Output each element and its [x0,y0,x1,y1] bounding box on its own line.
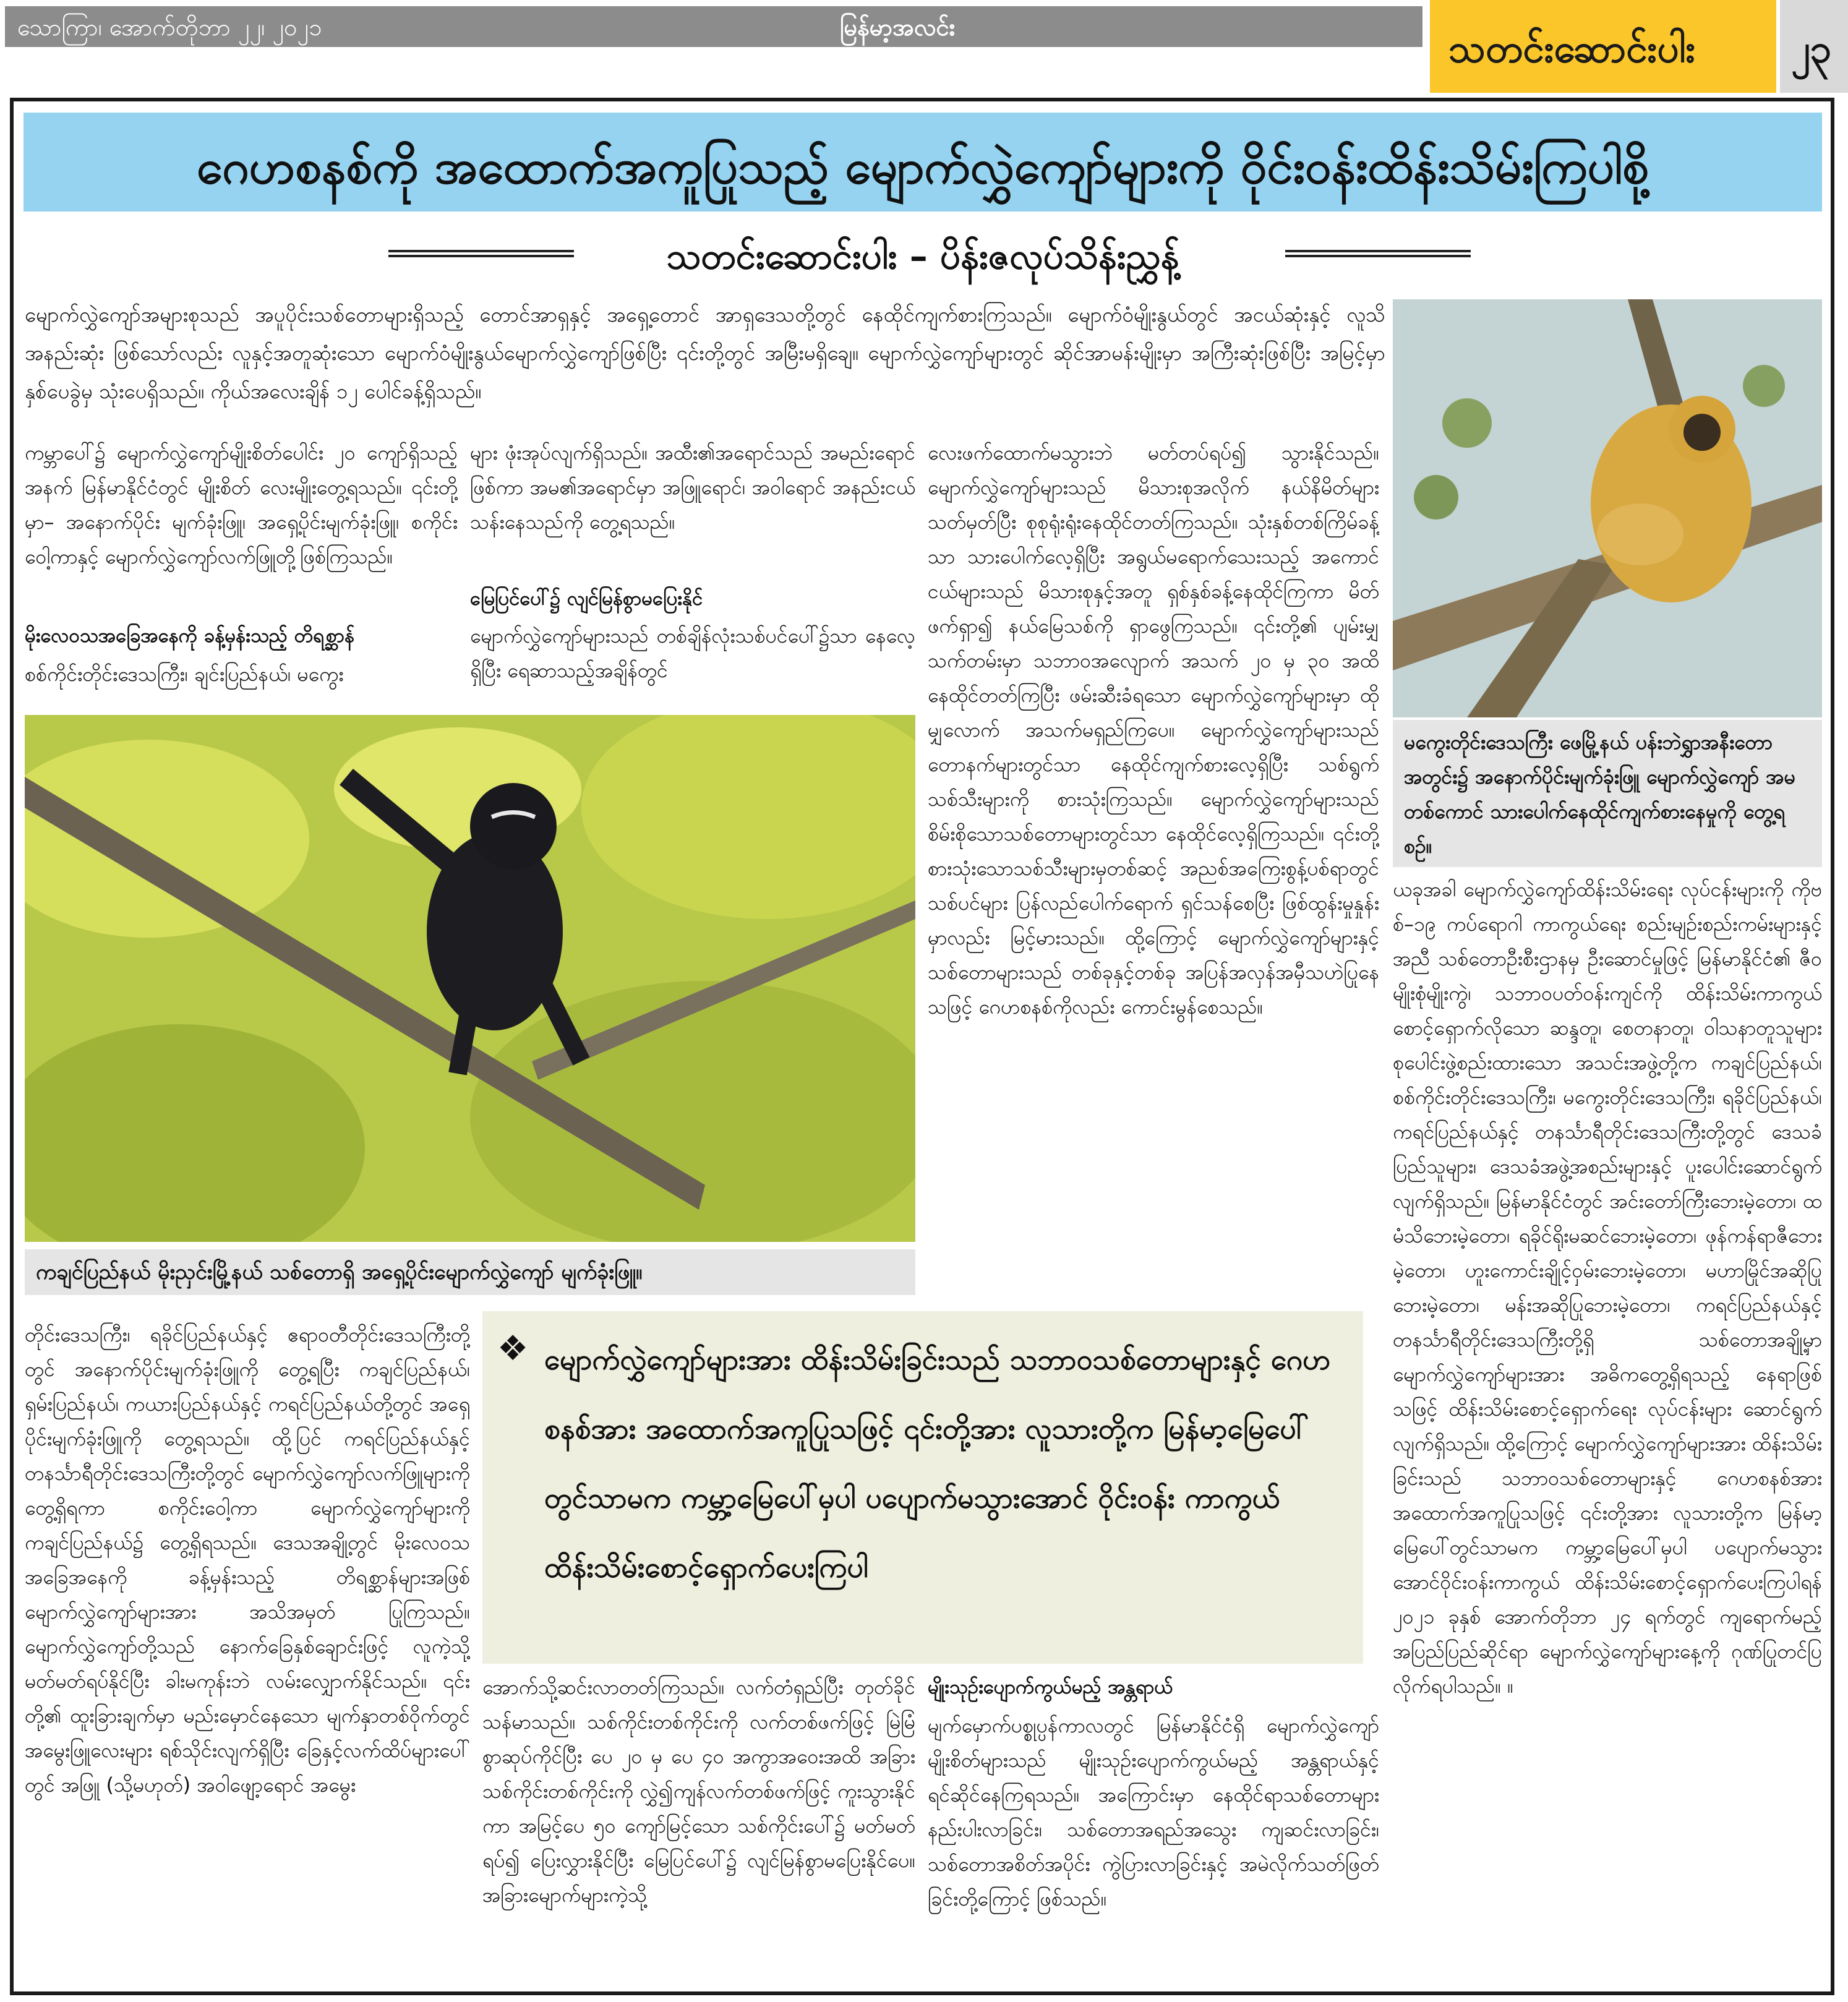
newspaper-name: မြန်မာ့အလင်း [840,14,956,41]
subhead-weather: မိုးလေဝသအခြေအနေကို ခန့်မှန်းသည့် တိရစ္ဆာန် [25,625,355,647]
byline-rule-right [1285,250,1471,257]
subhead-extinction: မျိုးသုဉ်းပျောက်ကွယ်မည့် အန္တရာယ် [928,1676,1173,1698]
col2-top-text: များ ဖုံးအုပ်လျက်ရှိသည်။ အထီး၏အရောင်သည် အမည်းရောင်ဖြစ်ကာ အမ၏အရောင်မှာ အဖြူရောင်၊ အဝါရောင် အနည်းငယ်သန်းနေသည်ကို တွေ့ရသည်။ [470,441,915,534]
pull-quote-box [482,1311,1363,1664]
pull-quote: မျောက်လွှဲကျော်များအား ထိန်းသိမ်းခြင်းသည် သဘာဝသစ်တောများနှင့် ဂေဟစနစ်အား အထောက်အကူပြုသဖြင့် ၎င်းတို့အား လူသားတို့က မြန်မာ့မြေပေါ်တွင်သာမက ကမ္ဘာ့မြေပေါ်မှပါ ပပျောက်မသွားအောင် ဝိုင်းဝန်း ကာကွယ်ထိန်းသိမ်းစောင့်ရှောက်ပေးကြပါ [544,1343,1331,1584]
col1-top-text: ကမ္ဘာပေါ်၌ မျောက်လွှဲကျော်မျိုးစိတ်ပေါင်း ၂၀ ကျော်ရှိသည့်အနက် မြန်မာနိုင်ငံတွင် မျိုးစိတ် လေးမျိုးတွေ့ရသည်။ ၎င်းတို့မှာ– အနောက်ပိုင်း မျက်ခုံးဖြူ၊ အရှေ့ပိုင်းမျက်ခုံးဖြူ၊ စကိုင်းဝေါ့ကာနှင့် မျောက်လွှဲကျော်လက်ဖြူတို့ဖြစ်ကြသည်။ [25,441,458,568]
col4-text: ယခုအခါ မျောက်လွှဲကျော်ထိန်းသိမ်းရေး လုပ်ငန်းများကို ကိုဗစ်–၁၉ ကပ်ရောဂါ ကာကွယ်ရေး စည်းမျဉ်းစည်းကမ်းများနှင့်အညီ သစ်တောဦးစီးဌာနမှ ဦးဆောင်မှုဖြင့် မြန်မာနိုင်ငံ၏ ဇီဝမျိုးစုံမျိုးကွဲ၊ သဘာဝပတ်ဝန်းကျင်ကို ထိန်းသိမ်းကာကွယ်စောင့်ရှောက်လိုသော ဆန္ဒတူ၊ စေတနာတူ၊ ဝါသနာတူသူများ စုပေါင်းဖွဲ့စည်းထားသော အသင်းအဖွဲ့တို့က ကချင်ပြည်နယ်၊ စစ်ကိုင်းတိုင်းဒေသကြီး၊ မကွေးတိုင်းဒေသကြီး၊ ရခိုင်ပြည်နယ်၊ ကရင်ပြည်နယ်နှင့် တနင်္သာရီတိုင်းဒေသကြီးတို့တွင် ဒေသခံပြည်သူများ၊ ဒေသခံအဖွဲ့အစည်းများနှင့် ပူးပေါင်းဆောင်ရွက်လျက်ရှိသည်။ မြန်မာနိုင်ငံတွင် အင်းတော်ကြီးဘေးမဲ့တော၊ ထမံသိဘေးမဲ့တော၊ ရခိုင်ရိုးမဆင်ဘေးမဲ့တော၊ ဖုန်ကန်ရာဇီဘေးမဲ့တော၊ ဟူးကောင်းချိုင့်ဝှမ်းဘေးမဲ့တော၊ မဟာမြိုင်အဆိုပြုဘေးမဲ့တော၊ မန်းအဆိုပြုဘေးမဲ့တော၊ ကရင်ပြည်နယ်နှင့် တနင်္သာရီတိုင်းဒေသကြီးတို့ရှိ သစ်တောအချို့မှာ မျောက်လွှဲကျော်များအား အဓိကတွေ့ရှိရသည့် နေရာဖြစ်သဖြင့် ထိန်းသိမ်းစောင့်ရှောက်ရေး လုပ်ငန်းများ ဆောင်ရွက်လျက်ရှိသည်။ ထို့ကြောင့် မျောက်လွှဲကျော်များအား ထိန်းသိမ်းခြင်းသည် သဘာဝသစ်တောများနှင့် ဂေဟစနစ်အား အထောက်အကူပြုသဖြင့် ၎င်းတို့အား လူသားတို့က မြန်မာ့မြေပေါ်တွင်သာမက ကမ္ဘာ့မြေပေါ်မှပါ ပပျောက်မသွားအောင်ဝိုင်းဝန်းကာကွယ် ထိန်းသိမ်းစောင့်ရှောက်ပေးကြပါရန် ၂၀၂၁ ခုနှစ် အောက်တိုဘာ ၂၄ ရက်တွင် ကျရောက်မည့် အပြည်ပြည်ဆိုင်ရာ မျောက်လွှဲကျော်များနေ့ကို ဂုဏ်ပြုတင်ပြလိုက်ရပါသည်။ ။ [1393,878,1822,1698]
byline-row [24,230,1822,280]
gibbon-mother-illustration [1393,299,1822,717]
headline: ဂေဟစနစ်ကို အထောက်အကူပြုသည့် မျောက်လွှဲကျော်များကို ဝိုင်းဝန်းထိန်းသိမ်းကြပါစို့ [197,139,1649,194]
headline-banner [24,113,1822,212]
side-photo-caption: မကွေးတိုင်းဒေသကြီး ဖေမြို့နယ် ပန်းဘဲရွှာအနီးတောအတွင်း၌ အနောက်ပိုင်းမျက်ခုံးဖြူ မျောက်လွှဲကျော် အမတစ်ကောင် သားပေါက်နေထိုင်ကျက်စားနေမှုကို တွေ့ရစဉ်။ [1393,720,1822,867]
photo-gibbon-mother [1393,299,1822,717]
bottom-col2-text: အောက်သို့ဆင်းလာတတ်ကြသည်။ လက်တံရှည်ပြီး တုတ်ခိုင် သန်မာသည်။ သစ်ကိုင်းတစ်ကိုင်းကို လက်တစ်ဖက်ဖြင့် မြဲမြံစွာဆုပ်ကိုင်ပြီး ပေ ၂၀ မှ ပေ ၄၀ အကွာအဝေးအထိ အခြားသစ်ကိုင်းတစ်ကိုင်းကို လွှဲ၍ကျန်လက်တစ်ဖက်ဖြင့် ကူးသွားနိုင်ကာ အမြင့်ပေ ၅၀ ကျော်မြင့်သော သစ်ကိုင်းပေါ်၌ မတ်မတ်ရပ်၍ ပြေးလွှားနိုင်ပြီး မြေပြင်ပေါ်၌ လျင်မြန်စွာမပြေးနိုင်ပေ။ အခြားမျောက်များကဲ့သို့ [482,1675,915,1907]
page-number-box [1780,0,1848,93]
col1-top-text-2: စစ်ကိုင်းတိုင်းဒေသကြီး၊ ချင်းပြည်နယ်၊ မကွေး [25,662,344,686]
intro-paragraph: မျောက်လွှဲကျော်အများစုသည် အပူပိုင်းသစ်တောများရှိသည့် တောင်အာရှနှင့် အရှေ့တောင် အာရှဒေသတို့တွင် နေထိုင်ကျက်စားကြသည်။ မျောက်ဝံမျိုးနွယ်တွင် အငယ်ဆုံးနှင့် လူသိအနည်းဆုံး ဖြစ်သော်လည်း လူနှင့်အတူဆုံးသော မျောက်ဝံမျိုးနွယ်မျောက်လွှဲကျော်ဖြစ်ပြီး ၎င်းတို့တွင် အမြီးမရှိချေ။ မျောက်လွှဲကျော်များတွင် ဆိုင်အာမန်းမျိုးမှာ အကြီးဆုံးဖြစ်ပြီး အမြင့်မှာ နှစ်ပေခွဲမှ သုံးပေရှိသည်။ ကိုယ်အလေးချိန် ၁၂ ပေါင်ခန့်ရှိသည်။ [25,302,1385,403]
issue-date: သောကြာ၊ အောက်တိုဘာ ၂၂၊ ၂၀၂၁ [17,14,322,41]
photo-gibbon-main [25,715,915,1242]
gibbon-main-illustration [25,715,915,1242]
masthead-bar [5,6,1422,47]
diamond-bullet-icon: ❖ [497,1328,529,1369]
byline: သတင်းဆောင်းပါး – ပိန်းဇလုပ်သိန်းညွှန့် [666,235,1179,277]
col2-top-text-2: မျောက်လွှဲကျော်များသည် တစ်ချိန်လုံးသစ်ပင်ပေါ်၌သာ နေလေ့ရှိပြီး ရေဆာသည့်အချိန်တွင် [470,624,915,682]
bottom-col3-text: မျက်မှောက်ပစ္စုပ္ပန်ကာလတွင် မြန်မာနိုင်ငံရှိ မျောက်လွှဲကျော်မျိုးစိတ်များသည် မျိုးသုဉ်းပျောက်ကွယ်မည့် အန္တရာယ်နှင့် ရင်ဆိုင်နေကြရသည်။ အကြောင်းမှာ နေထိုင်ရာသစ်တောများ နည်းပါးလာခြင်း၊ သစ်တောအရည်အသွေး ကျဆင်းလာခြင်း၊ သစ်တောအစိတ်အပိုင်း ကွဲပြားလာခြင်းနှင့် အမဲလိုက်သတ်ဖြတ်ခြင်းတို့ကြောင့် ဖြစ်သည်။ [928,1714,1379,1910]
main-photo-caption: ကချင်ပြည်နယ် မိုးညှင်းမြို့နယ် သစ်တောရှိ အရှေ့ပိုင်းမျောက်လွှဲကျော် မျက်ခုံးဖြူ။ [25,1249,915,1295]
page-number: ၂၃ [1791,26,1832,71]
col3-text: လေးဖက်ထောက်မသွားဘဲ မတ်တပ်ရပ်၍ သွားနိုင်သည်။ မျောက်လွှဲကျော်များသည် မိသားစုအလိုက် နယ်နိမိတ်များ သတ်မှတ်ပြီး စုစုရုံးရုံးနေထိုင်တတ်ကြသည်။ သုံးနှစ်တစ်ကြိမ်ခန့်သာ သားပေါက်လေ့ရှိပြီး အရွယ်မရောက်သေးသည့် အကောင်ငယ်များသည် မိသားစုနှင့်အတူ ရှစ်နှစ်ခန့်နေထိုင်ကြကာ မိတ်ဖက်ရှာ၍ နယ်မြေသစ်ကို ရှာဖွေကြသည်။ ၎င်းတို့၏ ပျမ်းမျှသက်တမ်းမှာ သဘာဝအလျောက် အသက် ၂၀ မှ ၃၀ အထိ နေထိုင်တတ်ကြပြီး ဖမ်းဆီးခံရသော မျောက်လွှဲကျော်များမှာ ထိုမျှလောက် အသက်မရှည်ကြပေ။ မျောက်လွှဲကျော်များသည် တောနက်များတွင်သာ နေထိုင်ကျက်စားလေ့ရှိပြီး သစ်ရွက်သစ်သီးများကို စားသုံးကြသည်။ မျောက်လွှဲကျော်များသည် စိမ်းစိုသောသစ်တောများတွင်သာ နေထိုင်လေ့ရှိကြသည်။ ၎င်းတို့ စားသုံးသောသစ်သီးများမှတစ်ဆင့် အညစ်အကြေးစွန့်ပစ်ရာတွင် သစ်ပင်များ ပြန်လည်ပေါက်ရောက် ရှင်သန်စေပြီး ဖြစ်ထွန်းမှုနှုန်းမှာလည်း မြင့်မားသည်။ ထို့ကြောင့် မျောက်လွှဲကျော်များနှင့် သစ်တောများသည် တစ်ခုနှင့်တစ်ခု အပြန်အလှန်အမှီသဟဲပြုနေသဖြင့် ဂေဟစနစ်ကိုလည်း ကောင်းမွန်စေသည်။ [928,441,1379,1019]
section-label [1430,0,1776,93]
subhead-ground: မြေပြင်ပေါ်၌ လျင်မြန်စွာမပြေးနိုင် [470,588,703,610]
section-title: သတင်းဆောင်းပါး [1448,26,1696,71]
bottom-col1-text: တိုင်းဒေသကြီး၊ ရခိုင်ပြည်နယ်နှင့် ဧရာဝတီတိုင်းဒေသကြီးတို့တွင် အနောက်ပိုင်းမျက်ခုံးဖြူကို တွေ့ရပြီး ကချင်ပြည်နယ်၊ ရှမ်းပြည်နယ်၊ ကယားပြည်နယ်နှင့် ကရင်ပြည်နယ်တို့တွင် အရှေ့ပိုင်းမျက်ခုံးဖြူကို တွေ့ရသည်။ ထို့ပြင် ကရင်ပြည်နယ်နှင့် တနင်္သာရီတိုင်းဒေသကြီးတို့တွင် မျောက်လွှဲကျော်လက်ဖြူများကိုတွေ့ရှိရကာ စကိုင်းဝေါ့ကာ မျောက်လွှဲကျော်များကို ကချင်ပြည်နယ်၌ တွေ့ရှိရသည်။ ဒေသအချို့တွင် မိုးလေဝသအခြေအနေကို ခန့်မှန်းသည့် တိရစ္ဆာန်များအဖြစ် မျောက်လွှဲကျော်များအား အသိအမှတ် ပြုကြသည်။ မျောက်လွှဲကျော်တို့သည် နောက်ခြေနှစ်ချောင်းဖြင့် လူကဲ့သို့ မတ်မတ်ရပ်နိုင်ပြီး ခါးမကုန်းဘဲ လမ်းလျှောက်နိုင်သည်။ ၎င်းတို့၏ ထူးခြားချက်မှာ မည်းမှောင်နေသော မျက်နှာတစ်ဝိုက်တွင် အမွေးဖြူလေးများ ရစ်သိုင်းလျက်ရှိပြီး ခြေနှင့်လက်ထိပ်များပေါ်တွင် အဖြူ (သို့မဟုတ်) အဝါဖျော့ရောင် အမွေး [25,1323,470,1797]
